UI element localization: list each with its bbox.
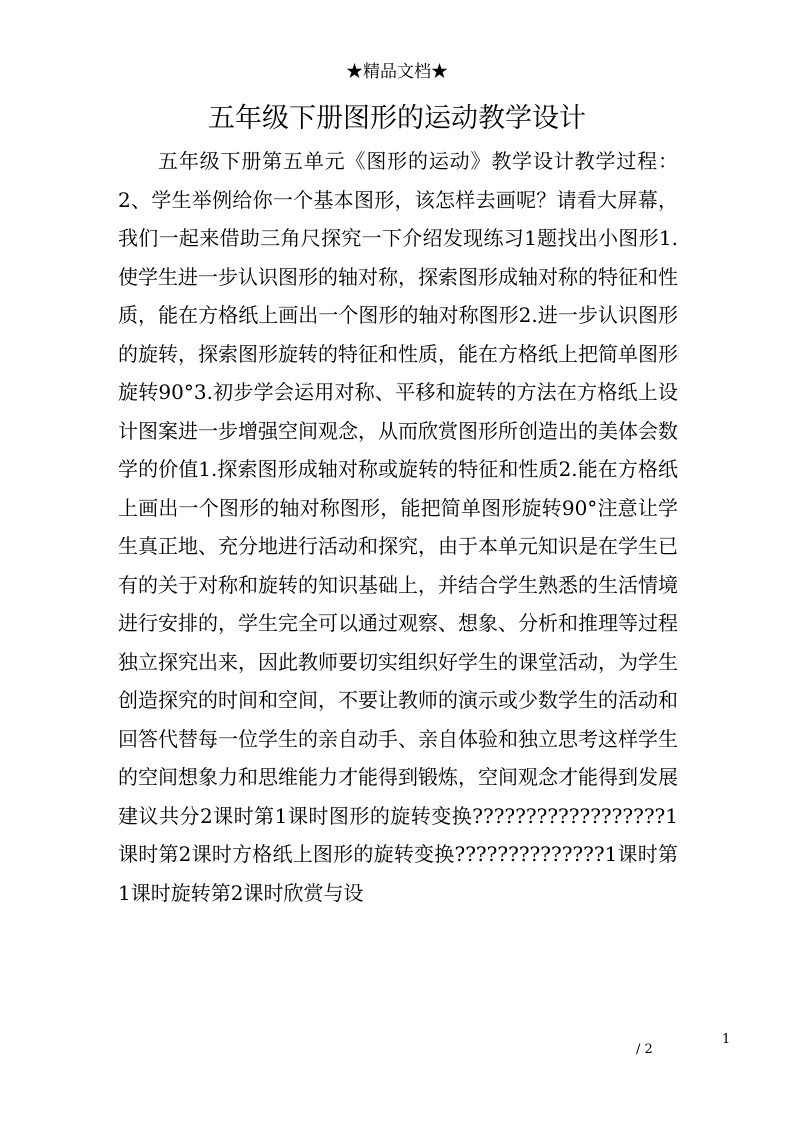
document-body-text: 五年级下册第五单元《图形的运动》教学设计教学过程：2、学生举例给你一个基本图形，该怎样去画呢？请看大屏幕，我们一起来借助三角尺探究一下介绍发现练习1题找出小图形1.使学生进一步认识图形的轴对称，探索图形成轴对称的特征和性质，能在方格纸上画出一个图形的轴对称图形2.进一步认识图形的旋转，探索图形旋转的特征和性质，能在方格纸上把简单图形旋转90°3.初步学会运用对称、平移和旋转的方法在方格纸上设计图案进一步增强空间观念，从而欣赏图形所创造出的美体会数学的价值1.探索图形成轴对称或旋转的特征和性质2.能在方格纸上画出一个图形的轴对称图形，能把简单图形旋转90°注意让学生真正地、充分地进行活动和探究，由于本单元知识是在学生已有的关于对称和旋转的知识基础上，并结合学生熟悉的生活情境进行安排的，学生完全可以通过观察、想象、分析和推理等过程独立探究出来，因此教师要切实组织好学生的课堂活动，为学生创造探究的时间和空间，不要让教师的演示或少数学生的活动和回答代替每一位学生的亲自动手、亲自体验和独立思考这样学生的空间想象力和思维能力才能得到锻炼，空间观念才能得到发展建议共分2课时第1课时图形的旋转变换??????????????????1课时第2课时方格纸上图形的旋转变换??????????????1课时第1课时旋转第2课时欣赏与设: [118, 149, 678, 905]
page-number: 1: [722, 1032, 731, 1047]
document-header-label: ★精品文档★: [346, 62, 448, 82]
page-total: / 2: [636, 1042, 653, 1057]
document-title: 五年级下册图形的运动教学设计: [208, 103, 586, 134]
